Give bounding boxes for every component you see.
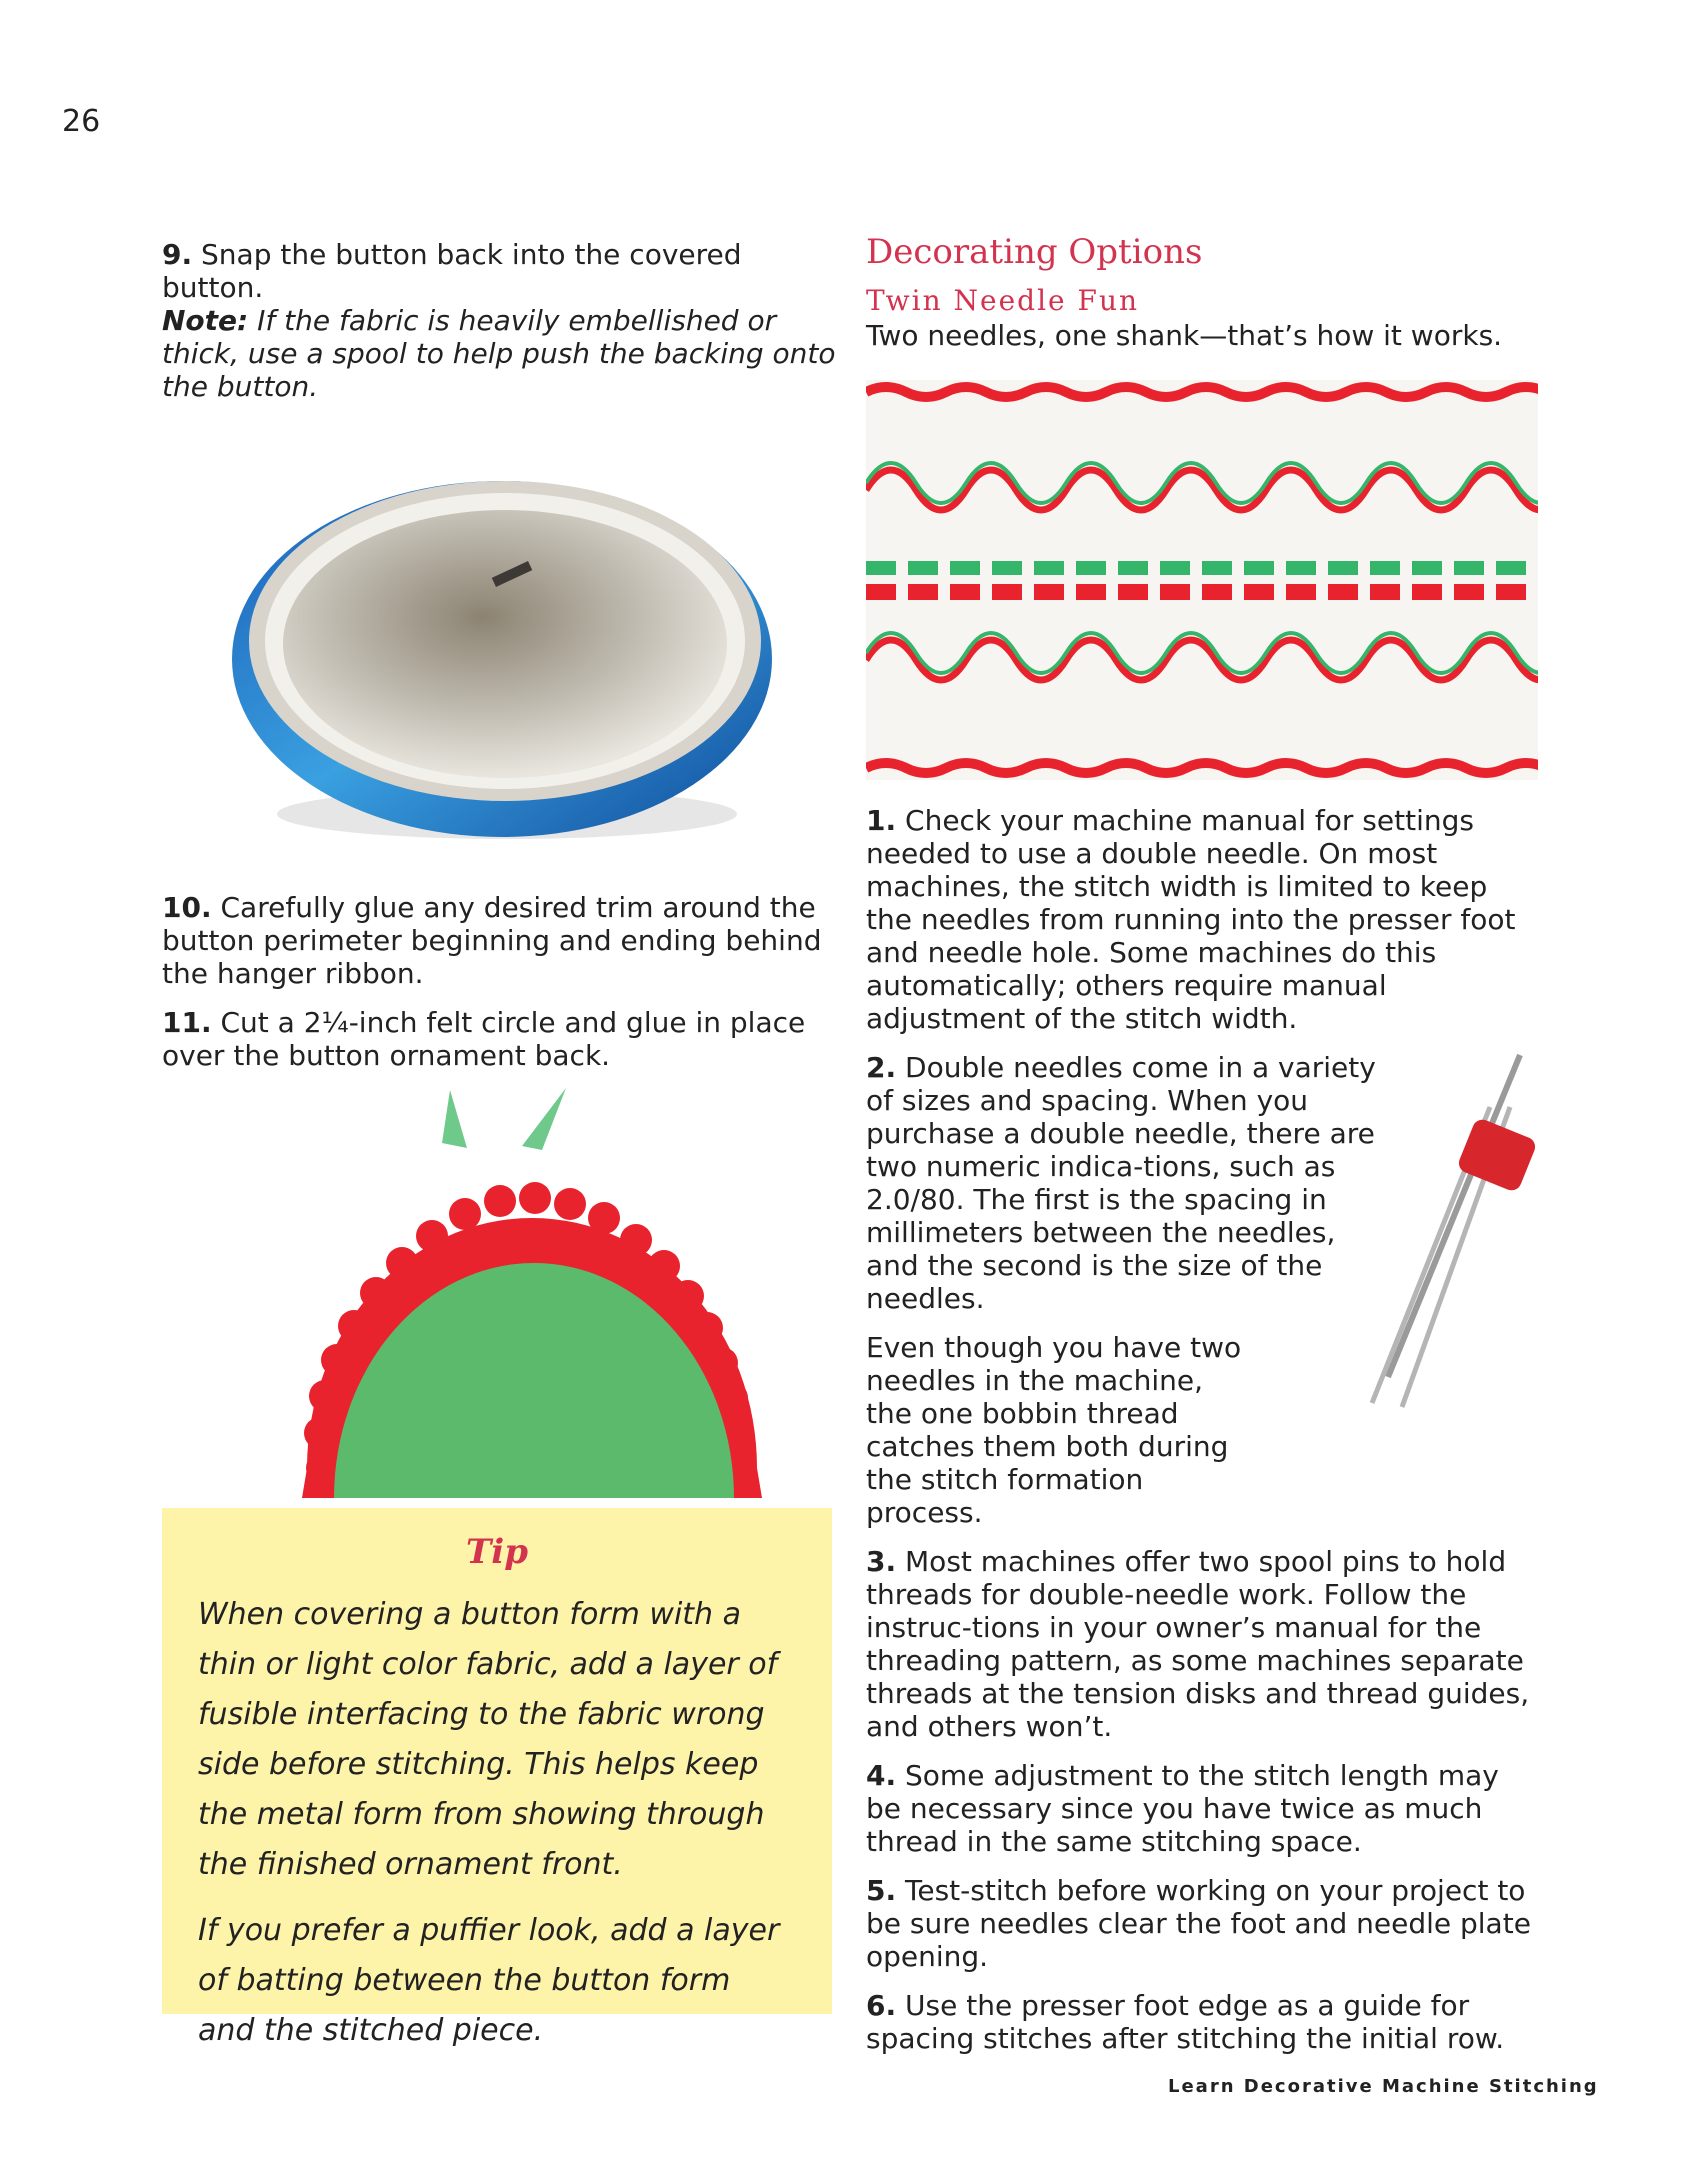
step-10	[162, 891, 842, 990]
step-5	[866, 1874, 1536, 1973]
section-title: Decorating Options	[866, 232, 1203, 272]
step-text: Some adjustment to the stitch length may be necessary since you have twice as much thread in the same stitching space.	[866, 1759, 1499, 1858]
tip-paragraph-1: When covering a button form with a thin or light color fabric, add a layer of fusible interfacing to the fabric wrong side before stitching. This helps keep the metal form from showing through the finished ornament front.	[198, 1597, 778, 1882]
step-number: 2.	[866, 1051, 897, 1084]
double-needle-photo	[1284, 1047, 1544, 1427]
step-number: 3.	[866, 1545, 897, 1578]
step-number: 5.	[866, 1874, 897, 1907]
note-label: Note:	[162, 304, 249, 337]
step-text: Use the presser foot edge as a guide for spacing stitches after stitching the initial row.	[866, 1989, 1505, 2055]
step-number: 4.	[866, 1759, 897, 1792]
page-number: 26	[62, 104, 101, 139]
tip-box	[162, 1508, 832, 2048]
twin-needle-stitch-photo	[866, 380, 1538, 780]
step-9	[162, 238, 842, 403]
step-text: Snap the button back into the covered button.	[162, 238, 742, 304]
step-1	[866, 804, 1536, 1035]
step-number: 10.	[162, 891, 212, 924]
tip-paragraph-2: If you prefer a puffier look, add a layer of batting between the button form and the stitched piece.	[198, 1913, 780, 2048]
step-text: Carefully glue any desired trim around the button perimeter beginning and ending behind the hanger ribbon.	[162, 891, 822, 990]
left-column	[162, 238, 842, 1498]
right-column	[866, 232, 1536, 2071]
tip-title: Tip	[466, 1532, 528, 1572]
felt-circle-photo	[162, 1088, 842, 1498]
intro-text: Two needles, one shank—that’s how it works.	[866, 319, 1503, 352]
step-6	[866, 1989, 1536, 2055]
step-text: Most machines offer two spool pins to hold threads for double-needle work. Follow the instruc-tions in your owner’s manual for the threading pattern, as some machines separate threads at the tension disks and thread guides, and others won’t.	[866, 1545, 1530, 1743]
button-back-photo	[162, 419, 842, 869]
even-though-paragraph: Even though you have two needles in the machine, the one bobbin thread catches them both during the stitch formation process.	[866, 1331, 1242, 1529]
note-text: If the fabric is heavily embellished or thick, use a spool to help push the backing onto the button.	[162, 304, 836, 403]
step-number: 11.	[162, 1006, 212, 1039]
step-text: Check your machine manual for settings needed to use a double needle. On most machines, the stitch width is limited to keep the needles from running into the presser foot and needle hole. Some machines do this automatically; others require manual adjustment of the stitch width.	[866, 804, 1516, 1035]
step-text: Cut a 2¼-inch felt circle and glue in place over the button ornament back.	[162, 1006, 806, 1072]
step-text: Double needles come in a variety of sizes and spacing. When you purchase a double needle, there are two numeric indica-tions, such as 2.0/80. The first is the spacing in millimeters between the needles, and the second is the size of the needles.	[866, 1051, 1376, 1315]
needle-section	[866, 1051, 1536, 1529]
step-number: 9.	[162, 238, 193, 271]
step-number: 6.	[866, 1989, 897, 2022]
step-4	[866, 1759, 1536, 1858]
sub-title: Twin Needle Fun	[866, 284, 1140, 317]
step-text: Test-stitch before working on your project to be sure needles clear the foot and needle plate opening.	[866, 1874, 1531, 1973]
step-number: 1.	[866, 804, 897, 837]
footer-book-title: Learn Decorative Machine Stitching	[1168, 2076, 1599, 2097]
step-11	[162, 1006, 842, 1072]
step-3	[866, 1545, 1536, 1743]
